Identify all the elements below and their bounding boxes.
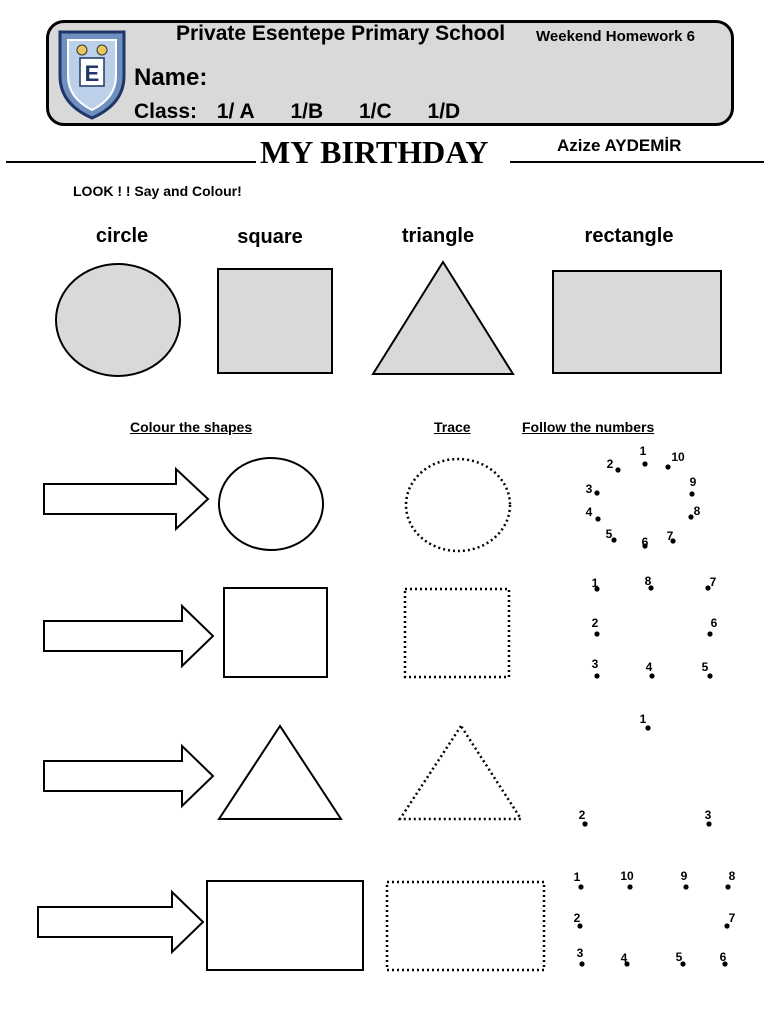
class-label: Class: [134,100,198,122]
name-label: Name: [134,64,208,91]
dot-number: 4 [620,951,628,965]
arrow-yellow-square [44,606,213,666]
trace-heading: Trace [434,419,471,435]
follow-heading: Follow the numbers [522,419,655,435]
trace-circle[interactable] [406,459,510,551]
dot-number: 7 [728,911,736,925]
dot-point[interactable] [649,673,654,678]
dot-number: 5 [675,950,683,964]
school-name: Private Esentepe Primary School [176,22,506,45]
shape-name-rectangle: rectangle [584,225,674,247]
shape-name-square: square [237,226,303,248]
colour-circle[interactable] [219,458,323,550]
sample-triangle [373,262,513,374]
dot-number: 3 [585,482,593,496]
dot-number: 1 [591,576,599,590]
dot-point[interactable] [582,821,587,826]
dot-number: 9 [689,475,697,489]
dot-number: 9 [680,869,688,883]
dot-point[interactable] [683,884,688,889]
dot-number: 6 [710,616,718,630]
dot-point[interactable] [578,884,583,889]
class-option: 1/B [290,100,324,122]
dot-number: 3 [591,657,599,671]
dot-number: 7 [666,529,674,543]
dot-point[interactable] [706,821,711,826]
dot-number: 3 [704,808,712,822]
sample-rectangle [553,271,721,373]
dot-point[interactable] [689,491,694,496]
trace-triangle[interactable] [400,726,521,819]
dot-point[interactable] [627,884,632,889]
dot-point[interactable] [615,467,620,472]
dot-point[interactable] [594,631,599,636]
dot-number: 3 [576,946,584,960]
dot-number: 4 [585,505,593,519]
dot-number: 8 [693,504,701,518]
colour-triangle[interactable] [219,726,341,819]
shape-name-triangle: triangle [401,225,475,247]
logo-letters: E [84,61,100,86]
dot-point[interactable] [579,961,584,966]
dot-number: 1 [573,870,581,884]
dot-number: 5 [605,527,613,541]
dots-triangle [579,712,712,827]
dot-number: 2 [606,457,614,471]
dot-number: 7 [709,575,717,589]
dot-number: 10 [620,869,634,883]
class-option: 1/C [358,100,392,122]
sample-square [218,269,332,373]
dot-to-dot-layer [574,444,736,967]
dot-point[interactable] [595,516,600,521]
homework-label: Weekend Homework 6 [536,28,695,45]
dot-point[interactable] [645,725,650,730]
dot-number: 2 [578,808,586,822]
class-option: 1/ A [216,100,255,122]
class-option: 1/D [427,100,461,122]
dot-number: 10 [671,450,685,464]
trace-rectangle[interactable] [387,882,544,970]
dots-rectangle [574,869,736,967]
colour-heading: Colour the shapes [130,419,253,435]
dot-point[interactable] [707,631,712,636]
dot-number: 6 [641,535,649,549]
dot-point[interactable] [665,464,670,469]
dot-number: 8 [644,574,652,588]
dot-point[interactable] [642,461,647,466]
arrow-green-triangle [44,746,213,806]
instruction-text: LOOK ! ! Say and Colour! [73,183,242,199]
dot-point[interactable] [707,673,712,678]
shape-name-circle: circle [95,225,149,247]
colour-rectangle[interactable] [207,881,363,970]
dot-number: 4 [645,660,653,674]
dot-number: 8 [728,869,736,883]
page-title: MY BIRTHDAY [260,134,489,170]
trace-square[interactable] [405,589,509,677]
teacher-name: Azize AYDEMİR [557,136,682,155]
dot-number: 1 [639,712,647,726]
dot-point[interactable] [725,884,730,889]
dot-number: 2 [591,616,599,630]
dots-circle [586,444,701,549]
colour-square[interactable] [224,588,327,677]
dot-number: 5 [701,660,709,674]
dot-number: 1 [639,444,647,458]
dots-square [592,574,718,679]
arrow-blue-rectangle [38,892,203,952]
dot-point[interactable] [594,490,599,495]
dot-number: 2 [573,911,581,925]
arrow-red-circle [44,469,208,529]
dot-point[interactable] [594,673,599,678]
sample-circle [56,264,180,376]
dot-number: 6 [719,950,727,964]
